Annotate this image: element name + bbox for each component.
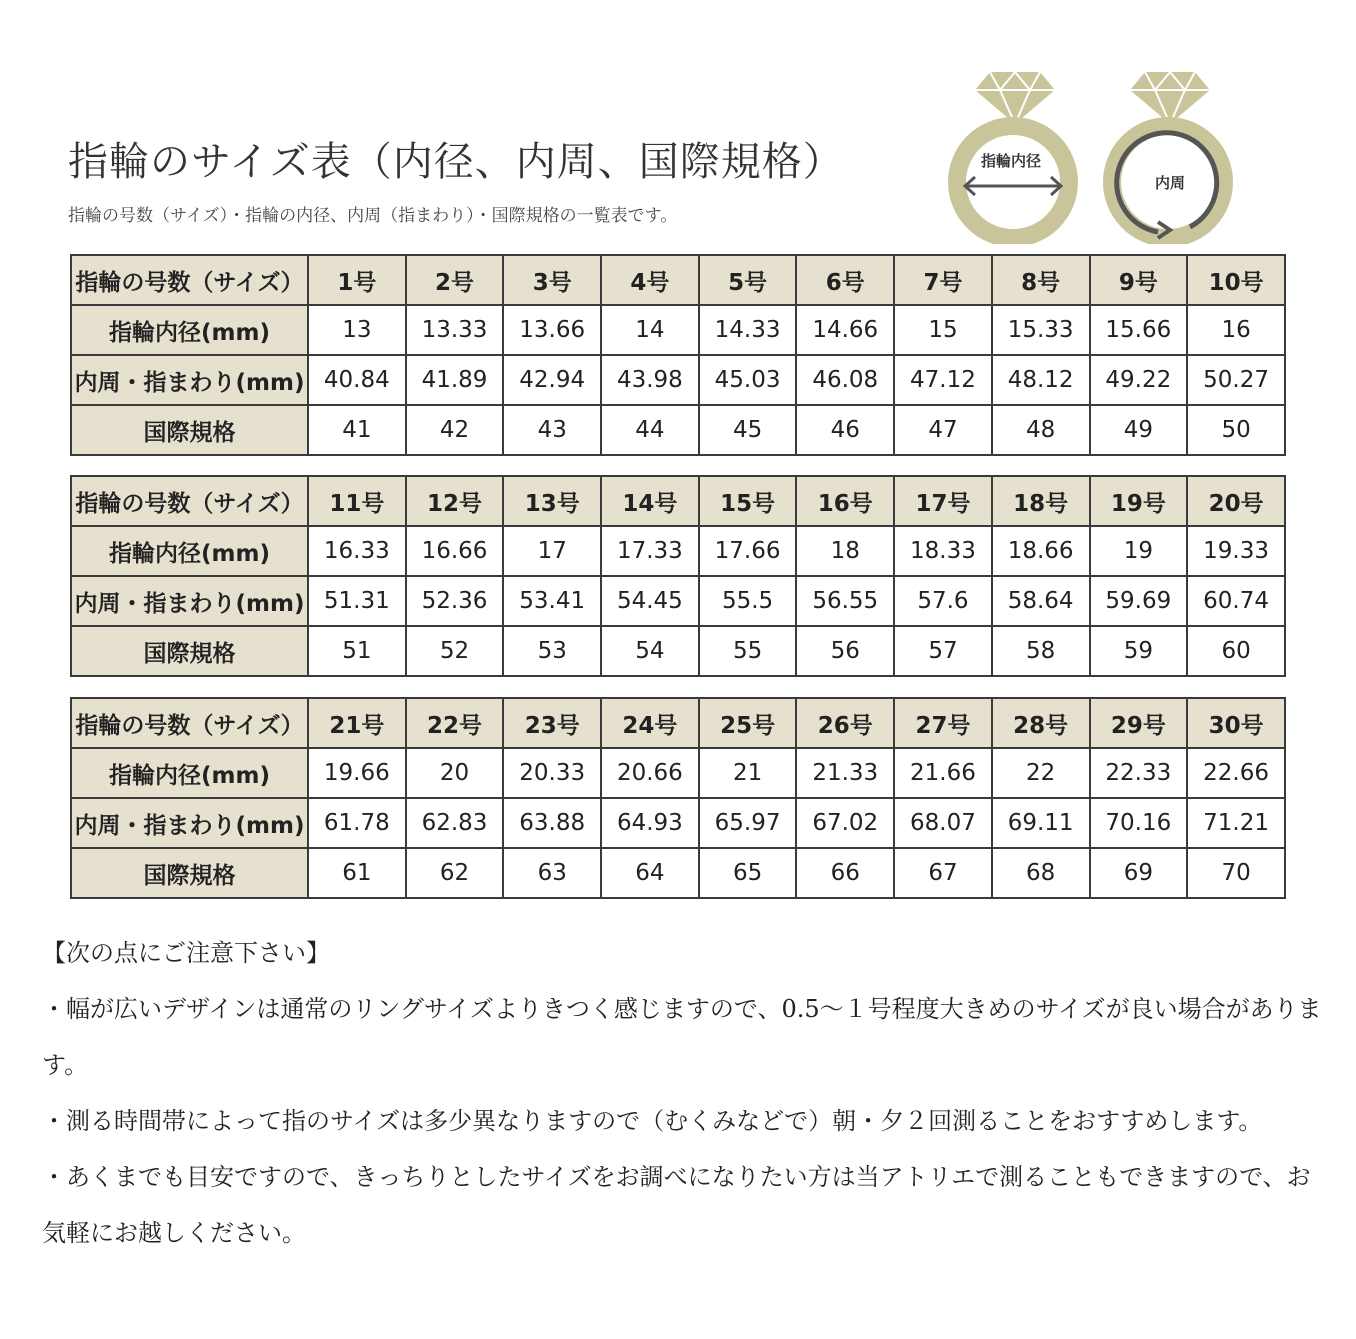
size-cell: 30号 [1187, 698, 1285, 748]
size-cell: 12号 [406, 476, 504, 526]
diameter-cell: 19 [1090, 526, 1188, 576]
international-cell: 47 [894, 405, 992, 455]
size-table-1 [70, 254, 1286, 456]
size-cell: 10号 [1187, 255, 1285, 305]
diameter-cell: 14 [601, 305, 699, 355]
circumference-row [71, 576, 1285, 626]
size-cell: 24号 [601, 698, 699, 748]
size-cell: 28号 [992, 698, 1090, 748]
diameter-cell: 17 [503, 526, 601, 576]
diameter-row [71, 748, 1285, 798]
diameter-header: 指輪内径(mm) [71, 526, 308, 576]
size-cell: 17号 [894, 476, 992, 526]
size-cell: 5号 [699, 255, 797, 305]
international-cell: 44 [601, 405, 699, 455]
size-row [71, 698, 1285, 748]
size-cell: 25号 [699, 698, 797, 748]
diameter-cell: 21 [699, 748, 797, 798]
circumference-cell: 57.6 [894, 576, 992, 626]
diameter-header: 指輪内径(mm) [71, 748, 308, 798]
circumference-cell: 47.12 [894, 355, 992, 405]
circumference-row [71, 355, 1285, 405]
diameter-cell: 21.33 [796, 748, 894, 798]
diameter-cell: 14.66 [796, 305, 894, 355]
international-cell: 48 [992, 405, 1090, 455]
diameter-cell: 16.33 [308, 526, 406, 576]
circumference-cell: 42.94 [503, 355, 601, 405]
circumference-cell: 71.21 [1187, 798, 1285, 848]
ring-circumference-label: 内周 [1154, 174, 1186, 192]
diameter-cell: 16 [1187, 305, 1285, 355]
international-cell: 70 [1187, 848, 1285, 898]
international-cell: 65 [699, 848, 797, 898]
diameter-cell: 20 [406, 748, 504, 798]
size-cell: 14号 [601, 476, 699, 526]
diameter-cell: 19.66 [308, 748, 406, 798]
size-cell: 16号 [796, 476, 894, 526]
size-cell: 26号 [796, 698, 894, 748]
international-cell: 62 [406, 848, 504, 898]
size-cell: 8号 [992, 255, 1090, 305]
international-cell: 54 [601, 626, 699, 676]
circumference-cell: 53.41 [503, 576, 601, 626]
circumference-header: 内周・指まわり(mm) [71, 798, 308, 848]
international-cell: 51 [308, 626, 406, 676]
international-cell: 55 [699, 626, 797, 676]
diameter-cell: 15 [894, 305, 992, 355]
diameter-cell: 15.33 [992, 305, 1090, 355]
international-cell: 46 [796, 405, 894, 455]
ring-diameter-diagram [945, 64, 1085, 244]
notes-heading: 【次の点にご注意下さい】 [42, 939, 330, 967]
circumference-header: 内周・指まわり(mm) [71, 576, 308, 626]
international-row [71, 405, 1285, 455]
circumference-cell: 68.07 [894, 798, 992, 848]
size-cell: 7号 [894, 255, 992, 305]
page-title: 指輪のサイズ表（内径、内周、国際規格） [68, 139, 844, 185]
size-cell: 15号 [699, 476, 797, 526]
international-cell: 66 [796, 848, 894, 898]
circumference-cell: 45.03 [699, 355, 797, 405]
diameter-cell: 21.66 [894, 748, 992, 798]
size-row [71, 255, 1285, 305]
diameter-cell: 18.66 [992, 526, 1090, 576]
international-cell: 52 [406, 626, 504, 676]
international-header: 国際規格 [71, 405, 308, 455]
circumference-cell: 67.02 [796, 798, 894, 848]
circumference-cell: 46.08 [796, 355, 894, 405]
size-cell: 19号 [1090, 476, 1188, 526]
size-row [71, 476, 1285, 526]
size-header: 指輪の号数（サイズ） [71, 255, 308, 305]
circumference-cell: 50.27 [1187, 355, 1285, 405]
size-cell: 13号 [503, 476, 601, 526]
circumference-cell: 56.55 [796, 576, 894, 626]
international-cell: 56 [796, 626, 894, 676]
international-cell: 50 [1187, 405, 1285, 455]
page-subtitle: 指輪の号数（サイズ）・指輪の内径、内周（指まわり）・国際規格の一覧表です。 [68, 206, 678, 226]
circumference-cell: 49.22 [1090, 355, 1188, 405]
diameter-cell: 14.33 [699, 305, 797, 355]
circumference-cell: 59.69 [1090, 576, 1188, 626]
size-cell: 27号 [894, 698, 992, 748]
size-cell: 9号 [1090, 255, 1188, 305]
diameter-row [71, 305, 1285, 355]
circumference-row [71, 798, 1285, 848]
ring-diameter-label: 指輪内径 [980, 152, 1042, 170]
circumference-cell: 54.45 [601, 576, 699, 626]
diameter-cell: 20.33 [503, 748, 601, 798]
international-row [71, 848, 1285, 898]
diameter-cell: 13 [308, 305, 406, 355]
international-cell: 63 [503, 848, 601, 898]
international-cell: 57 [894, 626, 992, 676]
diameter-cell: 20.66 [601, 748, 699, 798]
size-header: 指輪の号数（サイズ） [71, 476, 308, 526]
circumference-cell: 65.97 [699, 798, 797, 848]
international-cell: 68 [992, 848, 1090, 898]
size-header: 指輪の号数（サイズ） [71, 698, 308, 748]
international-cell: 67 [894, 848, 992, 898]
international-cell: 59 [1090, 626, 1188, 676]
circumference-cell: 64.93 [601, 798, 699, 848]
note-item: ・測る時間帯によって指のサイズは多少異なりますので（むくみなどで）朝・夕２回測ることをおすすめします。 [42, 1107, 1263, 1135]
circumference-cell: 62.83 [406, 798, 504, 848]
note-item: ・幅が広いデザインは通常のリングサイズよりきつく感じますので、0.5～１号程度大きめのサイズが良い場合があります。 [42, 995, 1322, 1079]
notes-section [42, 925, 1332, 1261]
size-cell: 29号 [1090, 698, 1188, 748]
circumference-header: 内周・指まわり(mm) [71, 355, 308, 405]
circumference-cell: 60.74 [1187, 576, 1285, 626]
diameter-cell: 22.66 [1187, 748, 1285, 798]
international-cell: 61 [308, 848, 406, 898]
circumference-cell: 41.89 [406, 355, 504, 405]
circumference-cell: 61.78 [308, 798, 406, 848]
size-cell: 20号 [1187, 476, 1285, 526]
diameter-cell: 13.66 [503, 305, 601, 355]
size-cell: 1号 [308, 255, 406, 305]
size-cell: 11号 [308, 476, 406, 526]
international-header: 国際規格 [71, 848, 308, 898]
size-cell: 3号 [503, 255, 601, 305]
international-cell: 49 [1090, 405, 1188, 455]
size-table-3 [70, 697, 1286, 899]
size-cell: 22号 [406, 698, 504, 748]
diameter-cell: 19.33 [1187, 526, 1285, 576]
diameter-cell: 15.66 [1090, 305, 1188, 355]
circumference-cell: 43.98 [601, 355, 699, 405]
size-cell: 23号 [503, 698, 601, 748]
international-cell: 53 [503, 626, 601, 676]
international-cell: 64 [601, 848, 699, 898]
size-cell: 2号 [406, 255, 504, 305]
diameter-cell: 22 [992, 748, 1090, 798]
diameter-cell: 18.33 [894, 526, 992, 576]
diameter-cell: 16.66 [406, 526, 504, 576]
diameter-cell: 17.33 [601, 526, 699, 576]
international-cell: 69 [1090, 848, 1188, 898]
size-cell: 18号 [992, 476, 1090, 526]
size-cell: 4号 [601, 255, 699, 305]
circumference-cell: 52.36 [406, 576, 504, 626]
note-item: ・あくまでも目安ですので、きっちりとしたサイズをお調べになりたい方は当アトリエで測ることもできますので、お気軽にお越しください。 [42, 1163, 1311, 1247]
international-cell: 41 [308, 405, 406, 455]
diameter-cell: 22.33 [1090, 748, 1188, 798]
international-cell: 42 [406, 405, 504, 455]
ring-circumference-diagram [1100, 64, 1240, 244]
circumference-cell: 40.84 [308, 355, 406, 405]
international-cell: 60 [1187, 626, 1285, 676]
diameter-cell: 18 [796, 526, 894, 576]
size-cell: 6号 [796, 255, 894, 305]
international-header: 国際規格 [71, 626, 308, 676]
international-cell: 58 [992, 626, 1090, 676]
international-cell: 43 [503, 405, 601, 455]
international-row [71, 626, 1285, 676]
diameter-row [71, 526, 1285, 576]
international-cell: 45 [699, 405, 797, 455]
diameter-cell: 13.33 [406, 305, 504, 355]
circumference-cell: 69.11 [992, 798, 1090, 848]
ring-band [957, 126, 1069, 238]
circumference-cell: 70.16 [1090, 798, 1188, 848]
circumference-cell: 51.31 [308, 576, 406, 626]
diamond-icon [1130, 72, 1210, 124]
size-table-2 [70, 475, 1286, 677]
diamond-icon [975, 72, 1055, 124]
diameter-cell: 17.66 [699, 526, 797, 576]
circumference-cell: 55.5 [699, 576, 797, 626]
size-cell: 21号 [308, 698, 406, 748]
circumference-cell: 63.88 [503, 798, 601, 848]
circumference-cell: 48.12 [992, 355, 1090, 405]
circumference-cell: 58.64 [992, 576, 1090, 626]
diameter-header: 指輪内径(mm) [71, 305, 308, 355]
